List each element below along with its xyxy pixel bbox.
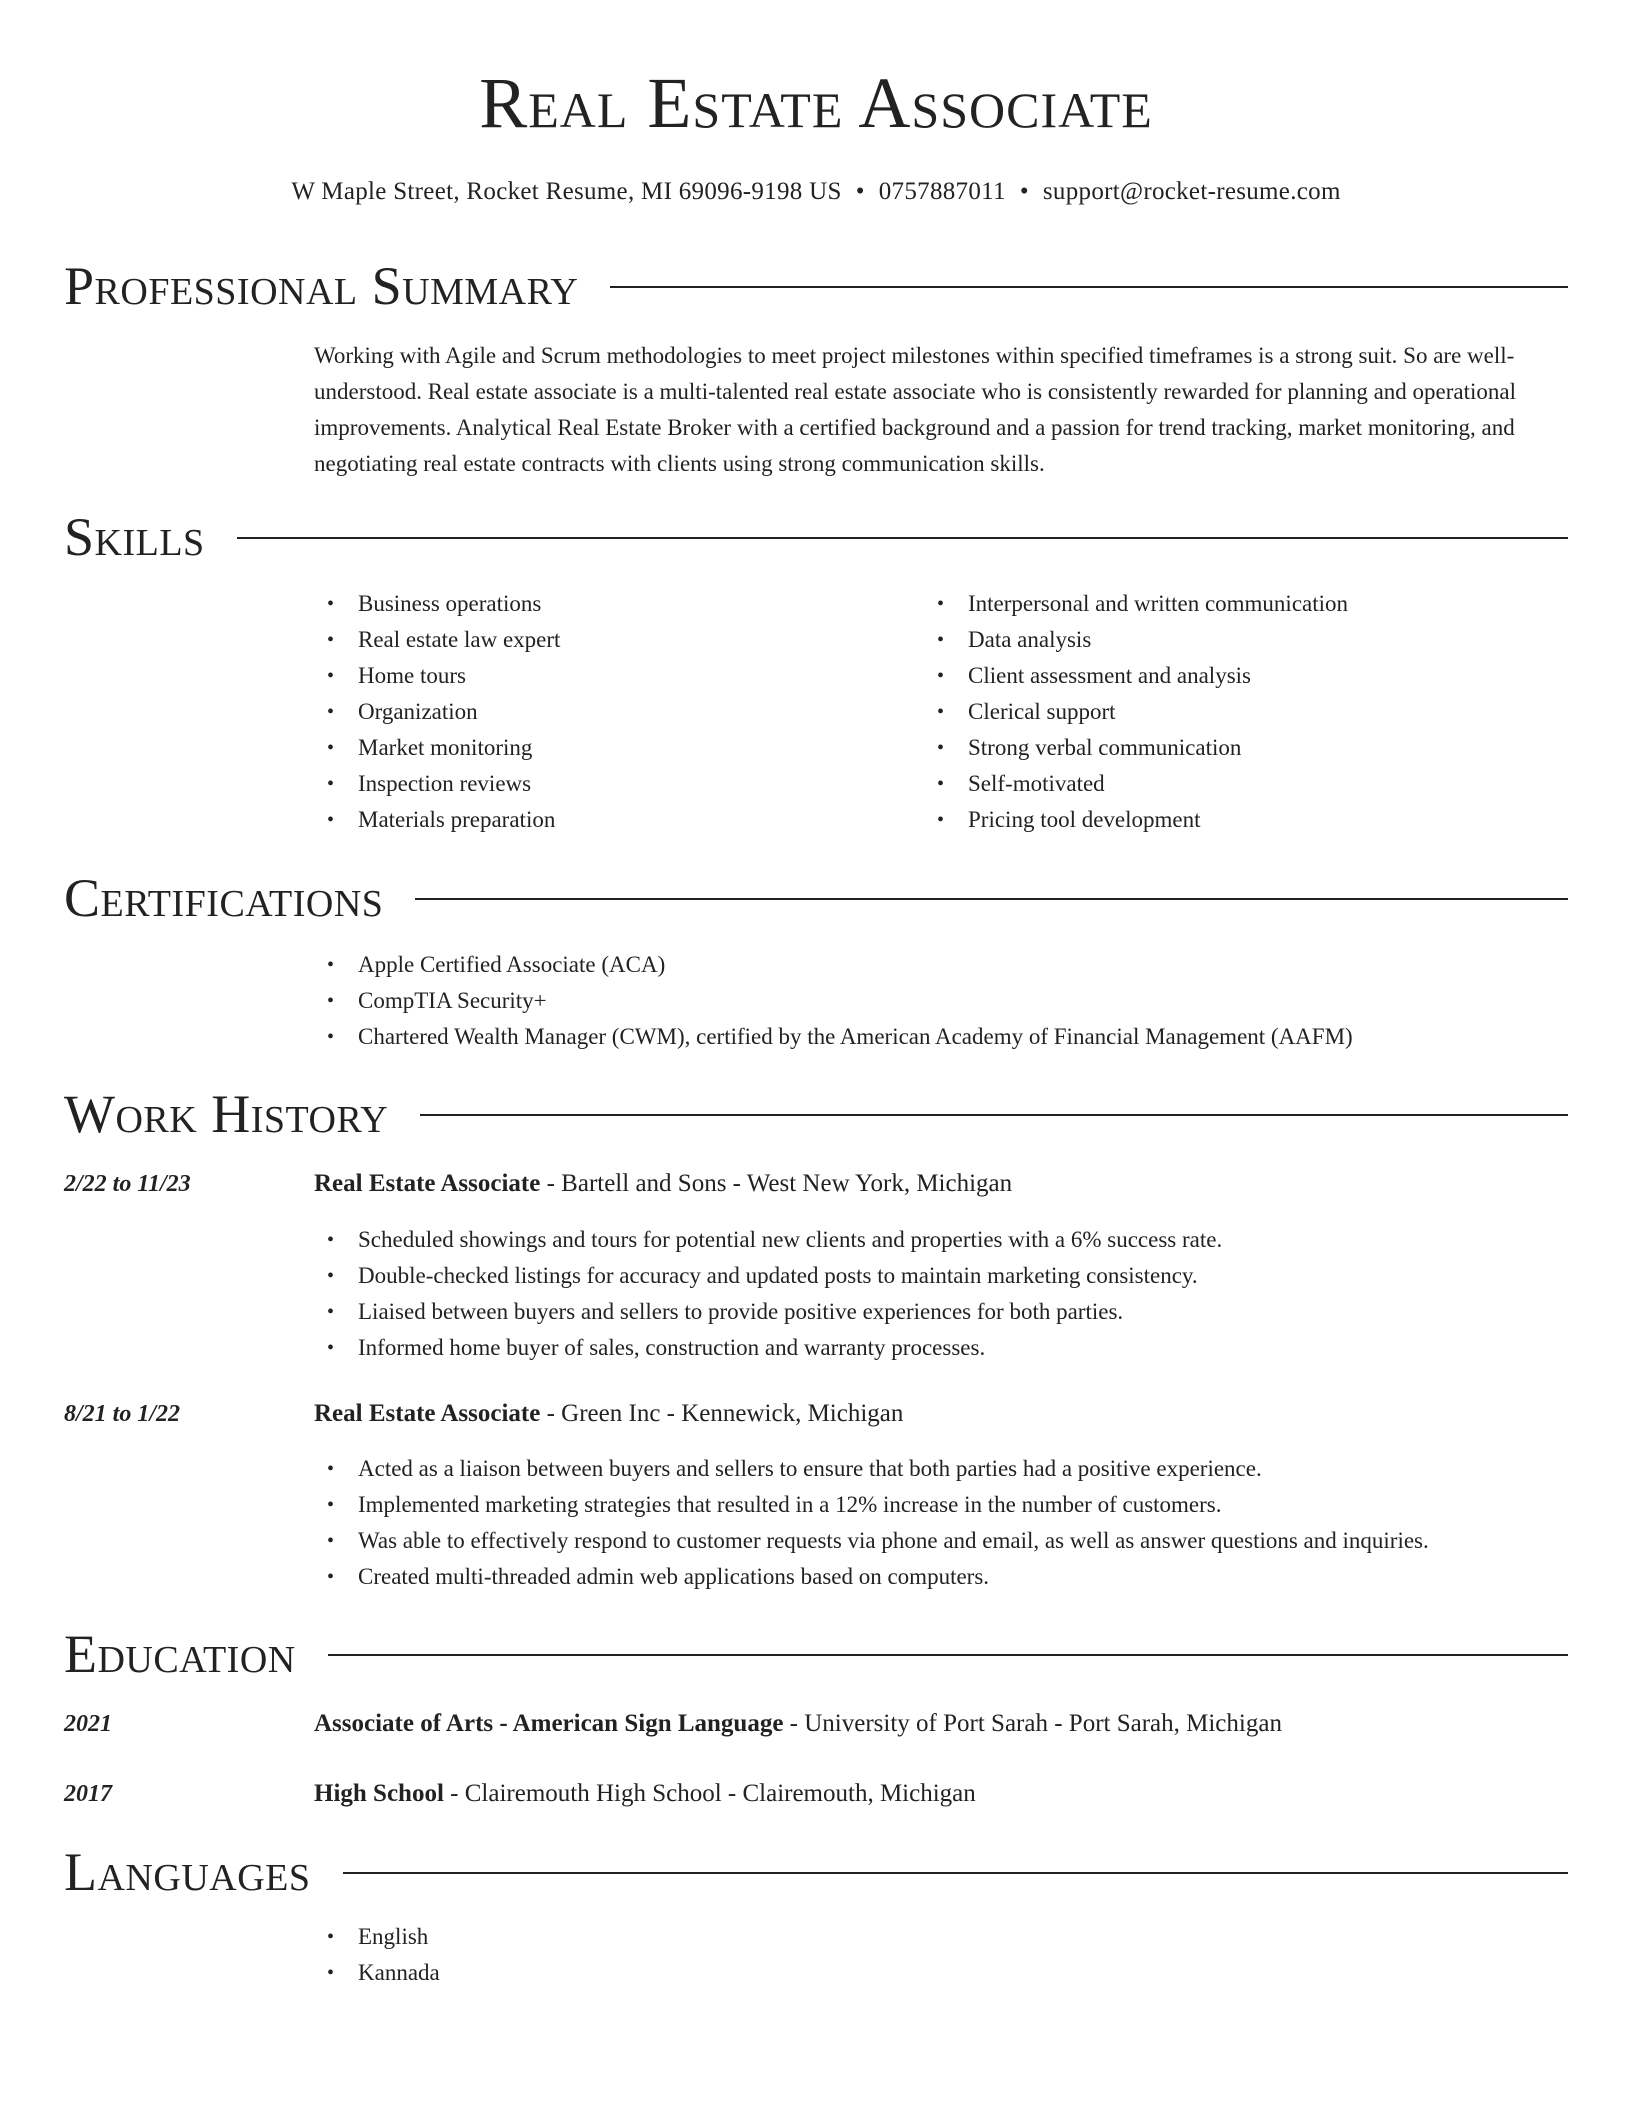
education-degree: High School [314,1780,444,1807]
job-bullet: • Acted as a liaison between buyers and sellers to ensure that both parties had a positive experience. [314,1451,1429,1487]
skill-item: • Client assessment and analysis [924,658,1348,694]
job-bullets [314,1222,1222,1366]
section-header-work [64,1082,1568,1146]
job-bullet: • Created multi-threaded admin web applications based on computers. [314,1559,1429,1595]
job-title: Real Estate Associate [314,1170,541,1197]
education-heading [314,1776,976,1812]
section-divider [343,1872,1569,1874]
job-heading [314,1396,903,1432]
skill-item: • Organization [314,694,560,730]
contact-line [0,176,1632,208]
section-title-certifications: Certifications [64,868,384,928]
certification-item: • Apple Certified Associate (ACA) [314,947,1353,983]
languages-list [314,1919,440,1991]
job-bullet: • Double-checked listings for accuracy and updated posts to maintain marketing consistency. [314,1258,1222,1294]
job-details: - Bartell and Sons - West New York, Michigan [540,1170,1013,1197]
skill-item: • Market monitoring [314,730,560,766]
skill-item: • Materials preparation [314,802,560,838]
section-header-education [64,1622,1568,1686]
contact-address: W Maple Street, Rocket Resume, MI 69096-9198 US [291,178,842,205]
education-heading [314,1706,1282,1742]
certification-item: • Chartered Wealth Manager (CWM), certified by the American Academy of Financial Management (AAFM) [314,1019,1353,1055]
education-year: 2017 [64,1781,112,1807]
section-divider [610,286,1568,288]
section-divider [420,1114,1568,1116]
language-item: • English [314,1919,440,1955]
certification-item: • CompTIA Security+ [314,983,1353,1019]
skill-item: • Data analysis [924,622,1348,658]
section-divider [328,1654,1568,1656]
skill-item: • Pricing tool development [924,802,1348,838]
job-details: - Green Inc - Kennewick, Michigan [540,1400,904,1427]
contact-separator: • [855,178,865,205]
job-dates: 2/22 to 11/23 [64,1171,191,1197]
skills-list-left [314,586,560,838]
skill-item: • Strong verbal communication [924,730,1348,766]
education-details: - Clairemouth High School - Clairemouth, Michigan [443,1780,976,1807]
skill-item: • Business operations [314,586,560,622]
skill-item: • Real estate law expert [314,622,560,658]
section-title-languages: Languages [64,1842,311,1902]
language-item: • Kannada [314,1955,440,1991]
summary-text: Working with Agile and Scrum methodologies to meet project milestones within specified timeframes is a strong suit. So are well-understood. Real estate associate is a multi-talented real estate associate who is consistently rewarded for planning and operational improvements. Analytical Real Estate Broker with a certified background and a passion for trend tracking, market monitoring, and negotiating real estate contracts with clients using strong communication skills. [314,343,1516,476]
section-title-work: Work History [64,1084,389,1144]
section-divider [415,898,1568,900]
section-header-summary [64,254,1568,318]
section-title-summary: Professional Summary [64,256,579,316]
job-bullet: • Informed home buyer of sales, construction and warranty processes. [314,1330,1222,1366]
job-bullet: • Scheduled showings and tours for potential new clients and properties with a 6% success rate. [314,1222,1222,1258]
job-bullet: • Implemented marketing strategies that resulted in a 12% increase in the number of customers. [314,1487,1429,1523]
job-bullet: • Was able to effectively respond to customer requests via phone and email, as well as answer questions and inquiries. [314,1523,1429,1559]
education-degree: Associate of Arts - American Sign Language [314,1710,784,1737]
certifications-list [314,947,1353,1055]
section-divider [237,537,1568,539]
job-bullet: • Liaised between buyers and sellers to provide positive experiences for both parties. [314,1294,1222,1330]
skill-item: • Clerical support [924,694,1348,730]
contact-email: support@rocket-resume.com [1042,178,1341,205]
skill-item: • Inspection reviews [314,766,560,802]
skill-item: • Home tours [314,658,560,694]
skill-item: • Self-motivated [924,766,1348,802]
job-dates: 8/21 to 1/22 [64,1401,181,1427]
education-year: 2021 [64,1711,112,1737]
job-heading [314,1166,1012,1202]
job-bullets [314,1451,1429,1595]
section-header-skills [64,505,1568,569]
contact-phone: 0757887011 [878,178,1006,205]
job-title: Real Estate Associate [314,1400,541,1427]
skill-item: • Interpersonal and written communication [924,586,1348,622]
contact-separator: • [1019,178,1029,205]
skills-list-right [924,586,1348,838]
section-header-languages [64,1840,1568,1904]
education-details: - University of Port Sarah - Port Sarah, Michigan [783,1710,1282,1737]
section-header-certifications [64,866,1568,930]
candidate-name: Real Estate Associate [479,63,1153,143]
section-title-education: Education [64,1624,296,1684]
section-title-skills: Skills [64,507,205,567]
